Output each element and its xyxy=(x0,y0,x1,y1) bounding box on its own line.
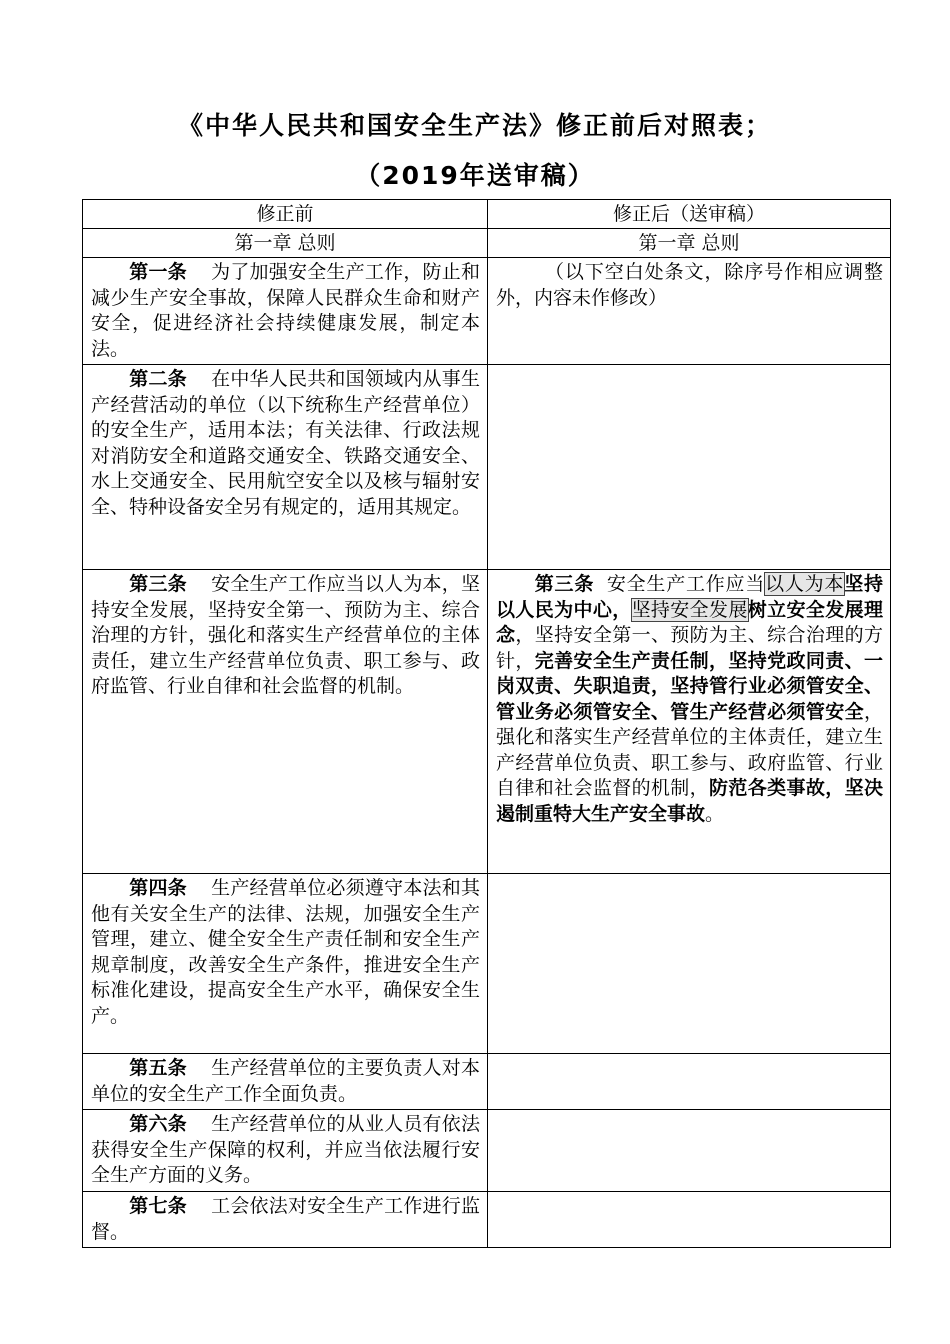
article-text: 在中华人民共和国领域内从事生产经营活动的单位（以下统称生产经营单位）的安全生产，适用本法；有关法律、行政法规对消防安全和道路交通安全、铁路交通安全、水上交通安全、民用航空安全以及核与辐射安全、特种设备安全另有规定的，适用其规定。 xyxy=(91,368,480,518)
deleted-text: 以人为本 xyxy=(765,573,845,595)
article-number: 第四条 xyxy=(129,877,187,899)
cell-before xyxy=(83,1192,488,1248)
article-text: ，坚持安全第一、预防为主、综合治理的方针， xyxy=(496,624,883,672)
article-number: 第三条 xyxy=(129,573,187,595)
column-header-after: 修正后（送审稿） xyxy=(488,200,891,229)
table-row xyxy=(83,1054,891,1110)
article-number: 第七条 xyxy=(129,1195,187,1217)
cell-after xyxy=(488,1054,891,1110)
article-number: 第六条 xyxy=(129,1113,187,1135)
cell-after xyxy=(488,258,891,365)
added-text: 树立安全发展理念 xyxy=(496,598,883,646)
article-text: 为了加强安全生产工作，防止和减少生产安全事故，保障人民群众生命和财产安全，促进经济社会持续健康发展，制定本法。 xyxy=(91,261,480,360)
cell-after xyxy=(488,1110,891,1192)
document-subtitle: （2019年送审稿） xyxy=(355,161,595,190)
cell-before xyxy=(83,570,488,874)
cell-after xyxy=(488,570,891,874)
article-text: 。 xyxy=(705,802,725,825)
chapter-heading-after: 第一章 总则 xyxy=(488,229,891,258)
cell-before xyxy=(83,1054,488,1110)
cell-before xyxy=(83,1110,488,1192)
cell-before xyxy=(83,258,488,365)
cell-before xyxy=(83,874,488,1054)
table-row xyxy=(83,1110,891,1192)
added-text: 坚持以人民为中心， xyxy=(496,573,883,621)
added-text: 完善安全生产责任制，坚持党政同责、一岗双责、失职追责，坚持管行业必须管安全、管业务必须管安全、管生产经营必须管安全 xyxy=(496,649,883,723)
cell-after xyxy=(488,874,891,1054)
table-row xyxy=(83,365,891,570)
article-text: 工会依法对安全生产工作进行监督。 xyxy=(91,1195,480,1243)
article-text: 安全生产工作应当 xyxy=(606,573,766,595)
article-text: 生产经营单位的从业人员有依法获得安全生产保障的权利，并应当依法履行安全生产方面的义务。 xyxy=(91,1113,480,1186)
document-title: 《中华人民共和国安全生产法》修正前后对照表； xyxy=(177,111,772,140)
article-text: ，强化和落实生产经营单位的主体责任，建立生产经营单位负责、职工参与、政府监管、行业自律和社会监督的机制， xyxy=(496,700,883,799)
article-number: 第二条 xyxy=(129,368,187,390)
article-text: 生产经营单位的主要负责人对本单位的安全生产工作全面负责。 xyxy=(91,1057,480,1105)
comparison-table xyxy=(82,199,891,1248)
cell-after xyxy=(488,365,891,570)
article-text: 生产经营单位必须遵守本法和其他有关安全生产的法律、法规，加强安全生产管理，建立、健全安全生产责任制和安全生产规章制度，改善安全生产条件，推进安全生产标准化建设，提高安全生产水平，确保安全生产。 xyxy=(91,877,480,1027)
added-text: 防范各类事故，坚决遏制重特大生产安全事故 xyxy=(496,777,883,825)
cell-after xyxy=(488,1192,891,1248)
cell-before xyxy=(83,365,488,570)
article-number: 第三条 xyxy=(534,573,595,595)
table-row xyxy=(83,570,891,874)
after-note: （以下空白处条文，除序号作相应调整外，内容未作修改） xyxy=(496,261,883,309)
deleted-text: 坚持安全发展 xyxy=(631,598,748,621)
column-header-before: 修正前 xyxy=(83,200,488,229)
article-number: 第五条 xyxy=(129,1057,187,1079)
chapter-heading-before: 第一章 总则 xyxy=(83,229,488,258)
article-text: 安全生产工作应当以人为本，坚持安全发展，坚持安全第一、预防为主、综合治理的方针，强化和落实生产经营单位的主体责任，建立生产经营单位负责、职工参与、政府监管、行业自律和社会监督的机制。 xyxy=(91,573,480,697)
table-row xyxy=(83,874,891,1054)
header-row xyxy=(83,200,891,229)
table-row xyxy=(83,258,891,365)
article-number: 第一条 xyxy=(129,261,187,283)
table-row xyxy=(83,1192,891,1248)
chapter-row xyxy=(83,229,891,258)
